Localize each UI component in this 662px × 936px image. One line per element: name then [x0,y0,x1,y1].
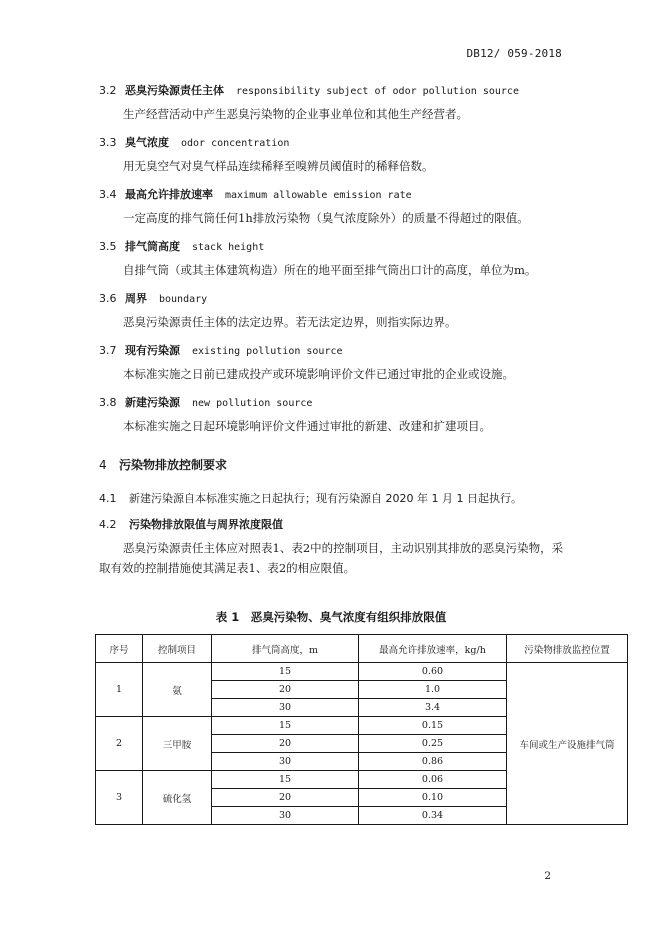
page-number: 2 [544,870,551,882]
term-title-en: boundary [159,294,208,305]
cell-height: 15 [212,717,359,735]
term-title-zh: 臭气浓度 [125,136,169,149]
term-definition-3-5: 自排气筒（或其主体建筑构造）所在的地平面至排气筒出口计的高度，单位为m。 [123,263,537,277]
cell-no: 1 [96,663,143,717]
term-title-zh: 现有污染源 [125,344,180,357]
cell-height: 30 [212,807,359,825]
term-title-zh: 最高允许排放速率 [125,188,213,201]
clause-4-1 [99,490,522,506]
term-number: 3.4 [99,188,117,201]
term-title-en: odor concentration [181,138,290,149]
term-title-en: maximum allowable emission rate [225,190,412,201]
cell-height: 30 [212,699,359,717]
cell-rate: 1.0 [359,681,507,699]
term-heading-3-5 [99,238,264,254]
chapter-number: 4 [99,458,107,472]
term-heading-3-4 [99,186,412,202]
cell-item: 氨 [143,663,212,717]
term-heading-3-2 [99,82,519,98]
term-heading-3-7 [99,342,343,358]
term-number: 3.7 [99,344,117,357]
term-title-en: existing pollution source [192,346,343,357]
term-number: 3.6 [99,292,117,305]
table-1 [95,634,628,825]
cell-height: 30 [212,753,359,771]
cell-item: 硫化氢 [143,771,212,825]
chapter-heading-4 [99,456,227,473]
header-cell-location: 污染物排放监控位置 [507,635,628,663]
header-cell-height: 排气筒高度，m [212,635,359,663]
cell-rate: 3.4 [359,699,507,717]
term-definition-3-4: 一定高度的排气筒任何1h排放污染物（臭气浓度除外）的质量不得超过的限值。 [123,211,529,225]
cell-rate: 0.86 [359,753,507,771]
header-cell-rate: 最高允许排放速率，kg/h [359,635,507,663]
cell-no: 3 [96,771,143,825]
cell-height: 15 [212,663,359,681]
clause-number: 4.2 [99,518,117,531]
cell-rate: 0.15 [359,717,507,735]
table-1-title: 表 1 恶臭污染物、臭气浓度有组织排放限值 [215,610,447,624]
cell-height: 20 [212,789,359,807]
term-heading-3-3 [99,134,289,150]
cell-item: 三甲胺 [143,717,212,771]
term-title-zh: 周界 [125,292,147,305]
term-number: 3.2 [99,84,117,97]
document-code: DB12/ 059-2018 [466,47,562,60]
cell-no: 2 [96,717,143,771]
header-cell-item: 控制项目 [143,635,212,663]
chapter-title: 污染物排放控制要求 [119,458,228,472]
term-definition-3-6: 恶臭污染源责任主体的法定边界。若无法定边界，则指实际边界。 [123,315,457,329]
term-heading-3-8 [99,394,312,410]
term-title-zh: 恶臭污染源责任主体 [125,84,224,97]
term-title-zh: 新建污染源 [125,396,180,409]
term-title-en: new pollution source [192,398,313,409]
clause-4-2-heading [99,516,283,532]
cell-rate: 0.06 [359,771,507,789]
term-definition-3-7: 本标准实施之日前已建成投产或环境影响评价文件已通过审批的企业或设施。 [123,367,514,381]
cell-height: 15 [212,771,359,789]
header-cell-no: 序号 [96,635,143,663]
term-definition-3-2: 生产经营活动中产生恶臭污染物的企业事业单位和其他生产经营者。 [123,107,468,121]
term-definition-3-3: 用无臭空气对臭气样品连续稀释至嗅辨员阈值时的稀释倍数。 [123,159,434,173]
clause-title: 污染物排放限值与周界浓度限值 [129,518,283,531]
clause-number: 4.1 [99,492,117,505]
cell-rate: 0.25 [359,735,507,753]
term-number: 3.3 [99,136,117,149]
term-heading-3-6 [99,290,207,306]
cell-rate: 0.10 [359,789,507,807]
cell-height: 20 [212,681,359,699]
clause-text: 新建污染源自本标准实施之日起执行；现有污染源自 2020 年 1 月 1 日起执行。 [129,492,522,505]
term-title-zh: 排气筒高度 [125,240,180,253]
term-title-en: responsibility subject of odor pollution source [236,86,519,97]
cell-location: 车间或生产设施排气筒 [507,663,628,825]
table-header-row [96,635,628,663]
clause-4-2-paragraph: 恶臭污染源责任主体应对照表1、表2中的控制项目，主动识别其排放的恶臭污染物，采取有效的控制措施使其满足表1、表2的相应限值。 [99,541,564,575]
cell-height: 20 [212,735,359,753]
cell-rate: 0.60 [359,663,507,681]
term-number: 3.8 [99,396,117,409]
term-definition-3-8: 本标准实施之日起环境影响评价文件通过审批的新建、改建和扩建项目。 [123,419,491,433]
table-row [96,663,628,681]
term-title-en: stack height [192,242,265,253]
cell-rate: 0.34 [359,807,507,825]
term-number: 3.5 [99,240,117,253]
